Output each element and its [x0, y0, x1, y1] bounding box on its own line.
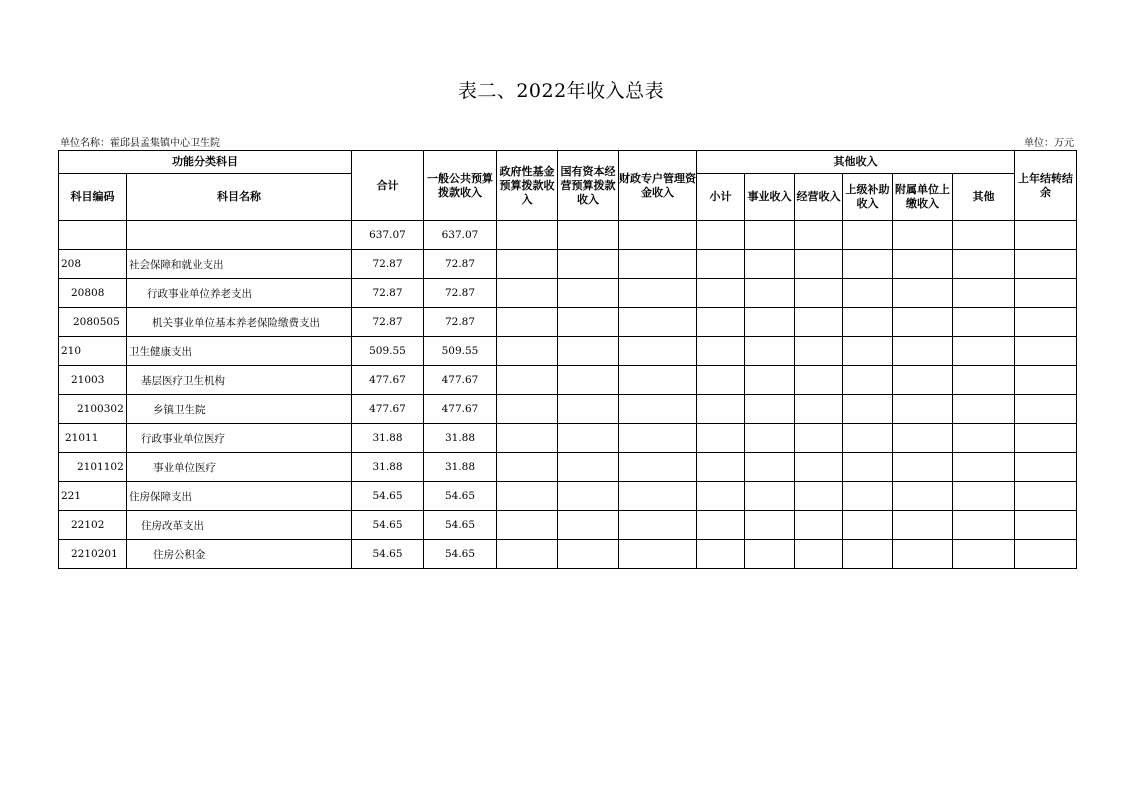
row-name: 事业单位医疗: [127, 453, 352, 482]
row-name: 卫生健康支出: [127, 337, 352, 366]
row-total: 54.65: [352, 482, 424, 511]
table-row: [59, 540, 1077, 569]
header-func-category: 功能分类科目: [59, 151, 352, 174]
row-general-budget: 637.07: [424, 221, 497, 250]
row-code: 21011: [59, 424, 127, 453]
row-general-budget: 31.88: [424, 453, 497, 482]
header-subtotal: 小计: [697, 174, 745, 221]
row-general-budget: 31.88: [424, 424, 497, 453]
row-total: 72.87: [352, 308, 424, 337]
row-name: 住房公积金: [127, 540, 352, 569]
row-total: 31.88: [352, 453, 424, 482]
row-total: 31.88: [352, 424, 424, 453]
row-code: 2101102: [59, 453, 127, 482]
row-code: 20808: [59, 279, 127, 308]
row-total: 637.07: [352, 221, 424, 250]
row-general-budget: 54.65: [424, 540, 497, 569]
row-total: 72.87: [352, 250, 424, 279]
row-general-budget: 477.67: [424, 395, 497, 424]
table-row: [59, 221, 1077, 250]
row-code: 208: [59, 250, 127, 279]
income-summary-table: [58, 150, 1077, 569]
row-total: 477.67: [352, 366, 424, 395]
row-name: 行政事业单位养老支出: [127, 279, 352, 308]
unit-name-label: 单位名称：霍邱县孟集镇中心卫生院: [60, 138, 220, 149]
row-name: 社会保障和就业支出: [127, 250, 352, 279]
row-name: 机关事业单位基本养老保险缴费支出: [127, 308, 352, 337]
header-superior-subsidy: 上级补助收入: [843, 174, 893, 221]
row-general-budget: 72.87: [424, 279, 497, 308]
row-general-budget: 54.65: [424, 511, 497, 540]
header-general-budget: 一般公共预算拨款收入: [424, 151, 497, 221]
row-general-budget: 477.67: [424, 366, 497, 395]
row-total: 54.65: [352, 511, 424, 540]
table-row: [59, 511, 1077, 540]
row-name: [127, 221, 352, 250]
row-code: 2080505: [59, 308, 127, 337]
table-row: [59, 308, 1077, 337]
row-name: 乡镇卫生院: [127, 395, 352, 424]
header-name: 科目名称: [127, 174, 352, 221]
row-general-budget: 54.65: [424, 482, 497, 511]
row-name: 行政事业单位医疗: [127, 424, 352, 453]
table-row: [59, 279, 1077, 308]
page-title: 表二、2022年收入总表: [457, 80, 665, 102]
row-code: 2100302: [59, 395, 127, 424]
row-total: 54.65: [352, 540, 424, 569]
row-name: 住房保障支出: [127, 482, 352, 511]
row-code: 2210201: [59, 540, 127, 569]
row-code: 221: [59, 482, 127, 511]
row-general-budget: 72.87: [424, 308, 497, 337]
row-code: 210: [59, 337, 127, 366]
header-total: 合计: [352, 151, 424, 221]
header-state-capital: 国有资本经营预算拨款收入: [558, 151, 619, 221]
table-row: [59, 366, 1077, 395]
table-row: [59, 250, 1077, 279]
header-operating-income: 经营收入: [795, 174, 843, 221]
row-total: 477.67: [352, 395, 424, 424]
row-total: 72.87: [352, 279, 424, 308]
row-general-budget: 509.55: [424, 337, 497, 366]
header-other-income: 其他收入: [697, 151, 1015, 174]
header-code: 科目编码: [59, 174, 127, 221]
row-total: 509.55: [352, 337, 424, 366]
header-business-income: 事业收入: [745, 174, 795, 221]
table-row: [59, 482, 1077, 511]
row-code: 21003: [59, 366, 127, 395]
table-row: [59, 395, 1077, 424]
row-name: 住房改革支出: [127, 511, 352, 540]
row-name: 基层医疗卫生机构: [127, 366, 352, 395]
header-other: 其他: [953, 174, 1015, 221]
header-last-year-balance: 上年结转结余: [1015, 151, 1077, 221]
row-code: 22102: [59, 511, 127, 540]
row-code: [59, 221, 127, 250]
header-affiliated-payment: 附属单位上缴收入: [893, 174, 953, 221]
unit-currency-label: 单位：万元: [1024, 138, 1074, 149]
header-gov-fund: 政府性基金预算拨款收入: [497, 151, 558, 221]
header-fiscal-special: 财政专户管理资金收入: [619, 151, 697, 221]
row-general-budget: 72.87: [424, 250, 497, 279]
table-row: [59, 424, 1077, 453]
table-row: [59, 337, 1077, 366]
table-row: [59, 453, 1077, 482]
